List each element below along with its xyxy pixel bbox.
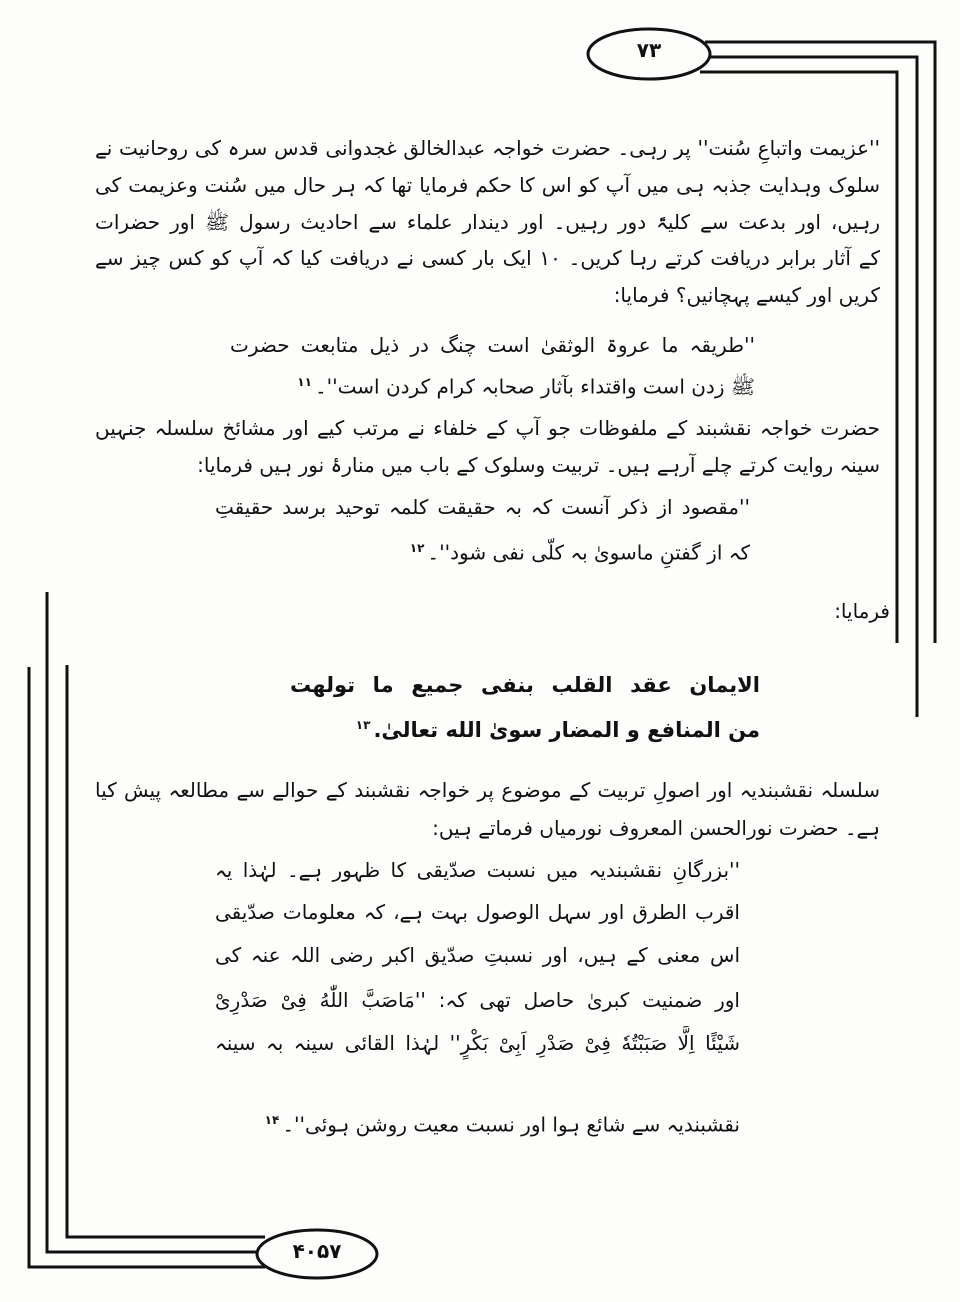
body-line: حضرت خواجہ نقشبند کے ملفوظات جو آپ کے خلفاء نے مرتب کیے اور مشائخ سلسلہ جنہیں bbox=[95, 416, 880, 440]
bottom-page-number: ۴۰۵۷ bbox=[292, 1239, 342, 1263]
quote-text: کہ از گفتنِ ماسویٰ بہ کلّی نفی شود''۔ bbox=[427, 540, 750, 565]
body-line: کے آثار برابر دریافت کرتے رہا کریں۔ ۱۰ ایک بار کسی نے دریافت کیا کہ آپ کو کس چیز سے bbox=[95, 246, 880, 270]
quote-line: ''مقصود از ذکر آنست کہ بہ حقیقت کلمہ توحید برسد حقیقتِ bbox=[215, 495, 750, 519]
footnote-marker[interactable]: ۱۴ bbox=[264, 1113, 280, 1127]
body-line: رہیں، اور بدعت سے کلیۃً دور رہیں۔ اور دیندار علماء سے احادیث رسول ﷺ اور حضرات bbox=[95, 210, 880, 234]
body-line: سینہ روایت کرتے چلے آرہے ہیں۔ تربیت وسلوک کے باب میں منارۂ نور ہیں فرمایا: bbox=[197, 453, 880, 477]
quote-text: ﷺ زدن است واقتداء بآثار صحابہ کرام کردن است''۔ bbox=[314, 374, 755, 399]
quote-line bbox=[262, 1103, 740, 1137]
quote-line: اور ضمنیت کبریٰ حاصل تھی کہ: ''مَاصَبَّ اللّٰهُ فِیْ صَدْرِیْ bbox=[215, 988, 740, 1012]
body-line: کریں اور کیسے پہچانیں؟ فرمایا: bbox=[613, 283, 880, 307]
body-line: سلوک وہدایت جذبہ ہی میں آپ کو اس کا حکم فرمایا تھا کہ ہر حال میں سُنت وعزیمت کی bbox=[95, 173, 880, 197]
quote-line bbox=[407, 531, 750, 565]
farmaya-label: فرمایا: bbox=[834, 599, 890, 623]
body-line: سلسلہ نقشبندیہ اور اصولِ تربیت کے موضوع پر خواجہ نقشبند کے حوالے سے مطالعہ پیش کیا bbox=[95, 778, 880, 802]
body-line: ''عزیمت واتباعِ سُنت'' پر رہی۔ حضرت خواجہ عبدالخالق غجدوانی قدس سرہ کی روحانیت نے bbox=[95, 136, 880, 160]
quote-line: شَیْئًا اِلَّا صَبَبْتُهٗ فِیْ صَدْرِ اَبِیْ بَکْرٍ'' لہٰذا القائی سینہ بہ سینہ bbox=[215, 1031, 740, 1055]
footnote-marker[interactable]: ۱۳ bbox=[355, 718, 371, 732]
footnote-marker[interactable]: ۱۱ bbox=[297, 375, 312, 389]
quote-text: نقشبندیہ سے شائع ہوا اور نسبت معیت روشن ہوئی''۔ bbox=[282, 1112, 740, 1137]
arabic-quote-line: الایمان عقد القلب بنفی جمیع ما تولهت bbox=[290, 673, 760, 697]
footnote-marker[interactable]: ۱۲ bbox=[409, 541, 425, 555]
quote-line: اس معنی کے ہیں، اور نسبتِ صدّیق اکبر رضی اللہ عنہ کی bbox=[215, 943, 740, 967]
top-page-number: ۷۳ bbox=[636, 38, 662, 62]
quote-line bbox=[294, 365, 755, 399]
arabic-quote-line bbox=[353, 708, 760, 742]
quote-line: ''بزرگانِ نقشبندیہ میں نسبت صدّیقی کا ظہور ہے۔ لہٰذا یہ bbox=[215, 858, 740, 882]
arabic-text: من المنافع و المضار سویٰ الله تعالیٰ. bbox=[373, 718, 760, 742]
quote-line: اقرب الطرق اور سہل الوصول بہت ہے، کہ معلومات صدّیقی bbox=[215, 900, 740, 924]
quote-line: ''طریقہ ما عروۃ الوثقیٰ است چنگ در ذیل متابعت حضرت bbox=[230, 333, 755, 357]
body-line: ہے۔ حضرت نورالحسن المعروف نورمیاں فرماتے ہیں: bbox=[432, 816, 880, 840]
